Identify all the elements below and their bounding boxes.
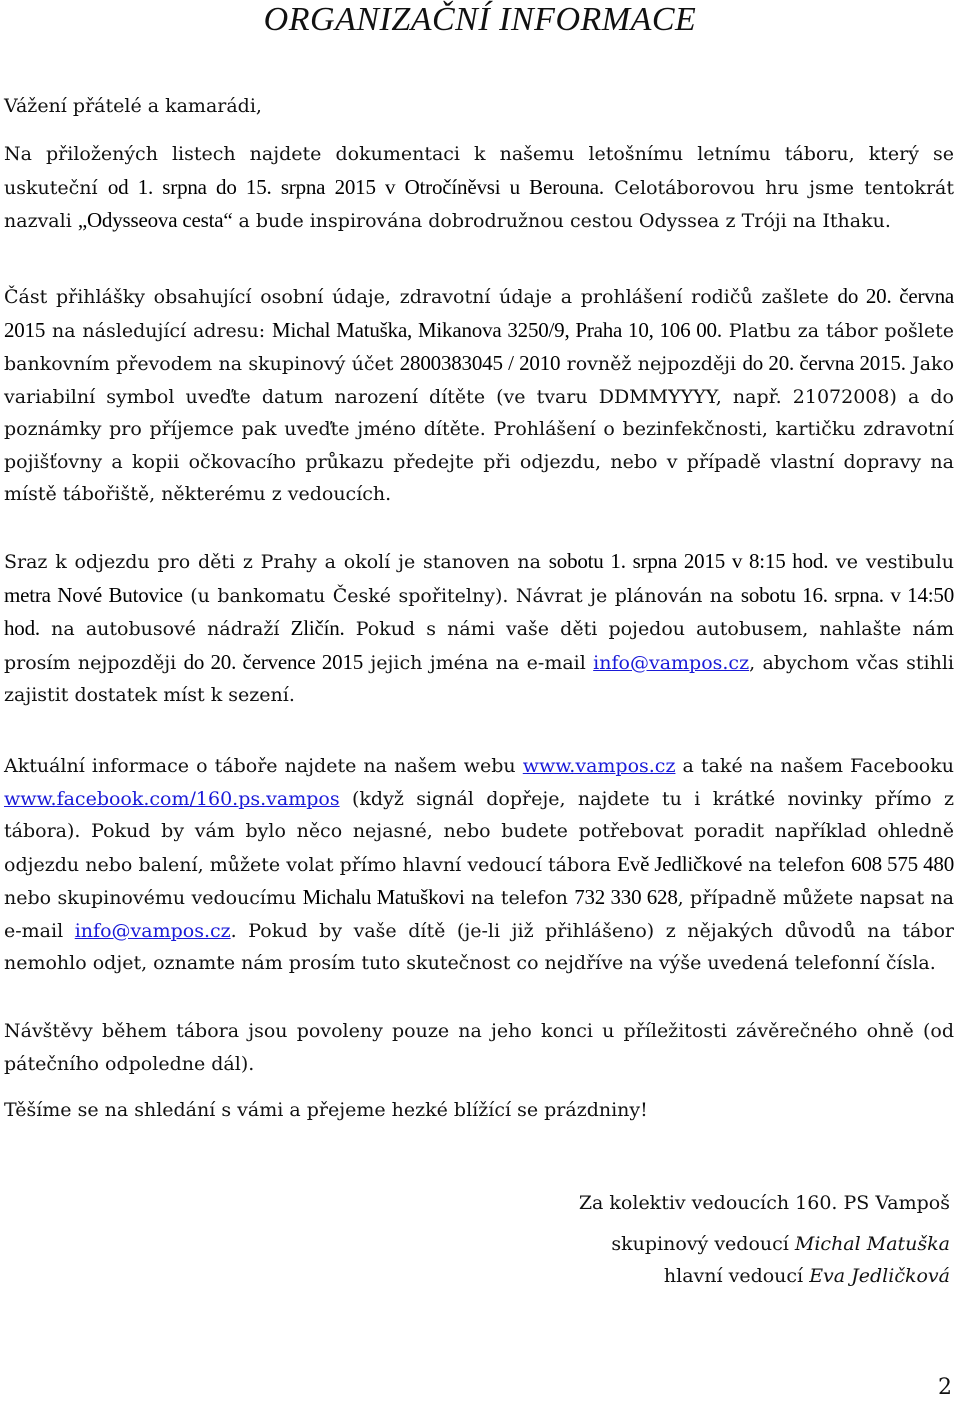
paragraph-camp-dates: Na přiložených listech najdete dokumentaci k našemu letošnímu letnímu táboru, který se uskuteční od 1. srpna do 15. srpna 2015 v Otročíněvsi u Berouna. Celotáborovou hru jsme tentokrát nazvali „Odysseova cesta“ a bude inspirována dobrodružnou cestou Odyssea z Tróji na Ithaku. bbox=[4, 143, 954, 232]
paragraph-contacts: Aktuální informace o táboře najdete na našem webu www.vampos.cz a také na našem Facebooku www.facebook.com/160.ps.vampos (když signál dopřeje, najdete tu i krátké novinky přímo z tábora). Pokud by vám bylo něco nejasné, nebo budete potřebovat poradit například ohledně odjezdu nebo balení, můžete volat přímo hlavní vedoucí tábora Evě Jedličkové na telefon 608 575 480 nebo skupinovému vedoucímu Michalu Matuškovi na telefon 732 330 628, případně můžete napsat na e-mail info@vampos.cz. Pokud by vaše dítě (je-li již přihlášeno) z nějakých důvodů na tábor nemohlo odjet, oznamte nám prosím tuto skutečnost co nejdříve na výše uvedená telefonní čísla. bbox=[4, 755, 955, 974]
bank-account: 2800383045 / 2010 bbox=[399, 351, 561, 375]
bus-deadline: do 20. července 2015 bbox=[183, 649, 364, 674]
signature-block bbox=[350, 1187, 950, 1293]
group-leader-phone: 732 330 628 bbox=[574, 885, 678, 909]
signature-group-leader: skupinový vedoucí Michal Matuška bbox=[611, 1232, 950, 1255]
camp-dates: od 1. srpna do 15. srpna 2015 v Otročíněvsi u Berouna. bbox=[107, 174, 604, 199]
email-link[interactable]: info@vampos.cz bbox=[593, 651, 750, 674]
return-time: sobotu 16. srpna. v 14:50 hod. bbox=[4, 582, 954, 640]
return-place: Zličín. bbox=[290, 616, 345, 640]
paragraph-closing: Těšíme se na shledání s vámi a přejeme hezké blížící se prázdniny! bbox=[4, 1099, 648, 1121]
signature-team: Za kolektiv vedoucích 160. PS Vampoš bbox=[578, 1192, 950, 1214]
facebook-link[interactable]: www.facebook.com/160.ps.vampos bbox=[4, 787, 340, 810]
payment-deadline: do 20. června 2015. bbox=[742, 351, 906, 375]
game-name: „Odysseova cesta“ bbox=[77, 208, 233, 232]
signature-main-leader: hlavní vedoucí Eva Jedličková bbox=[663, 1265, 950, 1287]
greeting: Vážení přátelé a kamarádi, bbox=[4, 95, 262, 117]
group-leader-name: Michalu Matuškovi bbox=[302, 885, 465, 909]
paragraph-visits: Návštěvy během tábora jsou povoleny pouze na jeho konci u příležitosti závěrečného ohně (od pátečního odpoledne dál). bbox=[4, 1020, 954, 1075]
postal-address: Michal Matuška, Mikanova 3250/9, Praha 10, 106 00. bbox=[272, 317, 722, 342]
paragraph-registration: Část přihlášky obsahující osobní údaje, zdravotní údaje a prohlášení rodičů zašlete do 20. června 2015 na následující adresu: Michal Matuška, Mikanova 3250/9, Praha 10, 106 00. Platbu za tábor pošlete bankovním převodem na skupinový účet 2800383045 / 2010 rovněž nejpozději do 20. června 2015. Jako variabilní symbol uveďte datum narození dítěte (ve tvaru DDMMYYYY, např. 21072008) a do poznámky pro příjemce pak uveďte jméno dítěte. Prohlášení o bezinfekčnosti, kartičku zdravotní pojišťovny a kopii očkovacího průkazu předejte při odjezdu, nebo v případě vlastní dopravy na místě tábořiště, některému z vedoucích. bbox=[4, 284, 955, 505]
paragraph-meeting: Sraz k odjezdu pro děti z Prahy a okolí je stanoven na sobotu 1. srpna 2015 v 8:15 hod. ve vestibulu metra Nové Butovice (u bankomatu České spořitelny). Návrat je plánován na sobotu 16. srpna. v 14:50 hod. na autobusové nádraží Zličín. Pokud s námi vaše děti pojedou autobusem, nahlašte nám prosím nejpozději do 20. července 2015 jejich jména na e-mail info@vampos.cz, abychom včas stihli zajistit dostatek míst k sezení. bbox=[4, 549, 954, 706]
website-link[interactable]: www.vampos.cz bbox=[522, 755, 676, 777]
page-number: 2 bbox=[938, 1375, 952, 1400]
registration-deadline: do 20. června 2015 bbox=[4, 284, 954, 342]
main-leader-phone: 608 575 480 bbox=[851, 851, 954, 876]
meeting-place: metra Nové Butovice bbox=[4, 582, 183, 607]
page-title: ORGANIZAČNÍ INFORMACE bbox=[263, 1, 697, 38]
meeting-time: sobotu 1. srpna 2015 v 8:15 hod. bbox=[548, 549, 829, 573]
email-link-2[interactable]: info@vampos.cz bbox=[74, 919, 231, 942]
main-leader-name: Evě Jedličkové bbox=[617, 851, 743, 876]
